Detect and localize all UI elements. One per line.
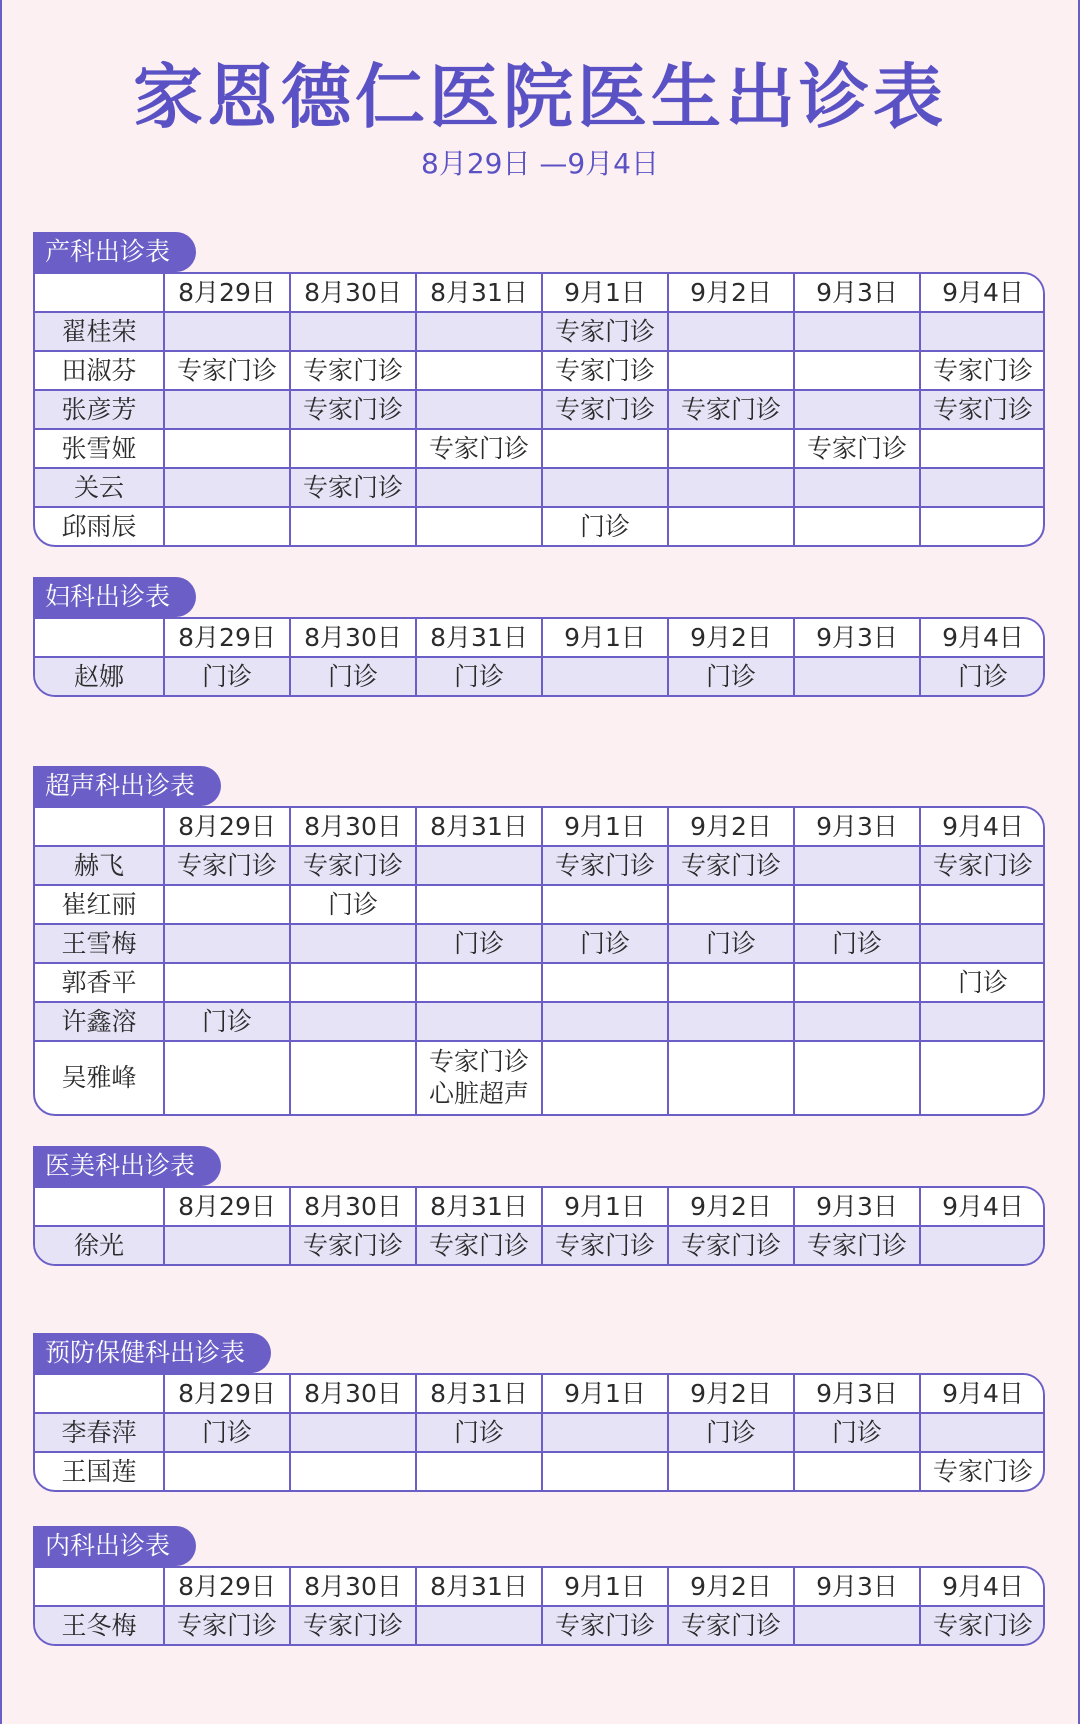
schedule-cell: 门诊 bbox=[289, 886, 415, 923]
table-header-row bbox=[35, 619, 1043, 656]
schedule-cell: 专家门诊 bbox=[541, 1607, 667, 1644]
schedule-cell bbox=[415, 352, 541, 389]
schedule-cell: 专家门诊 bbox=[667, 847, 793, 884]
date-header-cell: 8月31日 bbox=[415, 1188, 541, 1225]
date-header-cell: 8月31日 bbox=[415, 1568, 541, 1605]
table-row bbox=[35, 1605, 1043, 1644]
schedule-cell bbox=[793, 1042, 919, 1114]
schedule-cell: 专家门诊 bbox=[289, 847, 415, 884]
schedule-cell bbox=[793, 508, 919, 545]
schedule-cell: 专家门诊 bbox=[289, 469, 415, 506]
table-row bbox=[35, 1040, 1043, 1114]
page-title: 家恩德仁医院医生出诊表 bbox=[133, 56, 947, 138]
schedule-cell bbox=[163, 1042, 289, 1114]
date-header-cell: 9月3日 bbox=[793, 808, 919, 845]
schedule-cell: 专家门诊 bbox=[541, 1227, 667, 1264]
date-header-cell: 8月30日 bbox=[289, 808, 415, 845]
schedule-cell bbox=[415, 508, 541, 545]
schedule-cell bbox=[919, 886, 1045, 923]
schedule-cell bbox=[919, 1414, 1045, 1451]
schedule-cell bbox=[163, 469, 289, 506]
table-header-row bbox=[35, 1375, 1043, 1412]
schedule-cell: 专家门诊 bbox=[919, 391, 1045, 428]
schedule-cell: 门诊 bbox=[667, 1414, 793, 1451]
date-header-cell: 9月2日 bbox=[667, 808, 793, 845]
schedule-cell: 专家门诊 bbox=[289, 391, 415, 428]
doctor-name-cell: 张彦芳 bbox=[61, 394, 137, 424]
date-header-cell: 9月2日 bbox=[667, 1188, 793, 1225]
date-header-cell: 9月1日 bbox=[541, 274, 667, 311]
schedule-cell bbox=[793, 469, 919, 506]
schedule-cell bbox=[541, 1414, 667, 1451]
section-tab-label: 产科出诊表 bbox=[33, 232, 196, 272]
schedule-cell bbox=[919, 508, 1045, 545]
doctor-name-cell: 邱雨辰 bbox=[61, 511, 137, 541]
schedule-cell bbox=[793, 313, 919, 350]
schedule-cell: 门诊 bbox=[541, 508, 667, 545]
section-tab-label: 医美科出诊表 bbox=[33, 1146, 221, 1186]
date-header-cell: 9月3日 bbox=[793, 274, 919, 311]
date-header-cell: 9月1日 bbox=[541, 1375, 667, 1412]
schedule-cell bbox=[541, 1003, 667, 1040]
schedule-cell: 专家门诊 bbox=[163, 1607, 289, 1644]
schedule-cell bbox=[415, 1453, 541, 1490]
schedule-cell bbox=[667, 508, 793, 545]
table-row bbox=[35, 1001, 1043, 1040]
schedule-table bbox=[33, 1186, 1045, 1266]
date-header-cell: 8月31日 bbox=[415, 274, 541, 311]
header-corner-cell bbox=[35, 1568, 163, 1605]
date-header-cell: 9月4日 bbox=[919, 808, 1045, 845]
schedule-cell bbox=[793, 391, 919, 428]
schedule-cell bbox=[415, 469, 541, 506]
schedule-cell bbox=[667, 313, 793, 350]
schedule-table bbox=[33, 272, 1045, 547]
date-header-cell: 9月4日 bbox=[919, 274, 1045, 311]
schedule-cell bbox=[415, 313, 541, 350]
schedule-cell bbox=[289, 1003, 415, 1040]
schedule-cell bbox=[415, 391, 541, 428]
header-corner-cell bbox=[35, 1375, 163, 1412]
schedule-cell bbox=[163, 964, 289, 1001]
table-row bbox=[35, 962, 1043, 1001]
date-header-cell: 8月29日 bbox=[163, 1568, 289, 1605]
schedule-cell: 专家门诊 bbox=[163, 352, 289, 389]
schedule-cell: 专家门诊 bbox=[667, 1607, 793, 1644]
date-header-cell: 9月3日 bbox=[793, 1188, 919, 1225]
doctor-name-cell: 赵娜 bbox=[73, 661, 124, 691]
schedule-cell bbox=[667, 1003, 793, 1040]
schedule-cell bbox=[667, 430, 793, 467]
schedule-table bbox=[33, 1566, 1045, 1646]
schedule-cell bbox=[415, 964, 541, 1001]
table-row bbox=[35, 1451, 1043, 1490]
schedule-cell bbox=[793, 658, 919, 695]
schedule-cell bbox=[163, 430, 289, 467]
schedule-cell: 专家门诊 心脏超声 bbox=[415, 1042, 541, 1114]
table-row bbox=[35, 923, 1043, 962]
schedule-cell bbox=[541, 469, 667, 506]
schedule-cell: 专家门诊 bbox=[919, 1453, 1045, 1490]
schedule-cell: 专家门诊 bbox=[667, 1227, 793, 1264]
schedule-cell bbox=[793, 886, 919, 923]
date-header-cell: 8月30日 bbox=[289, 274, 415, 311]
doctor-name-cell: 王雪梅 bbox=[61, 928, 137, 958]
schedule-cell: 门诊 bbox=[541, 925, 667, 962]
schedule-cell bbox=[415, 847, 541, 884]
schedule-cell bbox=[541, 658, 667, 695]
schedule-cell bbox=[919, 1003, 1045, 1040]
doctor-name-cell: 张雪娅 bbox=[61, 433, 137, 463]
doctor-name-cell: 田淑芬 bbox=[61, 355, 137, 385]
date-header-cell: 8月30日 bbox=[289, 1375, 415, 1412]
table-row bbox=[35, 467, 1043, 506]
schedule-cell bbox=[793, 964, 919, 1001]
schedule-cell: 专家门诊 bbox=[793, 430, 919, 467]
doctor-name-cell: 吴雅峰 bbox=[61, 1063, 137, 1092]
doctor-name-cell: 徐光 bbox=[73, 1230, 124, 1260]
table-header-row bbox=[35, 274, 1043, 311]
doctor-name-cell: 王国莲 bbox=[61, 1456, 137, 1486]
schedule-cell: 专家门诊 bbox=[415, 1227, 541, 1264]
schedule-cell bbox=[163, 1453, 289, 1490]
date-header-cell: 9月2日 bbox=[667, 1375, 793, 1412]
schedule-cell bbox=[541, 1453, 667, 1490]
schedule-cell: 专家门诊 bbox=[919, 352, 1045, 389]
date-header-cell: 9月2日 bbox=[667, 274, 793, 311]
schedule-cell bbox=[541, 886, 667, 923]
schedule-cell: 门诊 bbox=[415, 925, 541, 962]
table-row bbox=[35, 1225, 1043, 1264]
schedule-cell bbox=[667, 469, 793, 506]
section-tab-label: 超声科出诊表 bbox=[33, 766, 221, 806]
schedule-cell: 专家门诊 bbox=[541, 391, 667, 428]
schedule-cell: 门诊 bbox=[667, 658, 793, 695]
schedule-cell: 专家门诊 bbox=[793, 1227, 919, 1264]
date-header-cell: 9月2日 bbox=[667, 1568, 793, 1605]
table-row bbox=[35, 1412, 1043, 1451]
date-header-cell: 8月29日 bbox=[163, 1188, 289, 1225]
date-header-cell: 8月29日 bbox=[163, 274, 289, 311]
schedule-cell: 门诊 bbox=[793, 925, 919, 962]
schedule-cell bbox=[289, 964, 415, 1001]
schedule-cell bbox=[163, 391, 289, 428]
table-row bbox=[35, 311, 1043, 350]
schedule-cell: 专家门诊 bbox=[667, 391, 793, 428]
schedule-cell bbox=[289, 1453, 415, 1490]
schedule-cell: 门诊 bbox=[793, 1414, 919, 1451]
schedule-table bbox=[33, 1373, 1045, 1492]
schedule-cell: 门诊 bbox=[163, 1414, 289, 1451]
schedule-cell bbox=[919, 430, 1045, 467]
date-header-cell: 9月1日 bbox=[541, 1188, 667, 1225]
date-header-cell: 9月4日 bbox=[919, 1375, 1045, 1412]
schedule-cell: 门诊 bbox=[415, 1414, 541, 1451]
table-row bbox=[35, 389, 1043, 428]
schedule-cell bbox=[289, 508, 415, 545]
schedule-cell bbox=[289, 925, 415, 962]
schedule-cell: 专家门诊 bbox=[163, 847, 289, 884]
schedule-cell: 专家门诊 bbox=[919, 1607, 1045, 1644]
schedule-cell: 专家门诊 bbox=[415, 430, 541, 467]
date-header-cell: 9月3日 bbox=[793, 1375, 919, 1412]
schedule-cell bbox=[793, 1003, 919, 1040]
date-header-cell: 8月29日 bbox=[163, 1375, 289, 1412]
table-header-row bbox=[35, 808, 1043, 845]
date-header-cell: 9月3日 bbox=[793, 1568, 919, 1605]
schedule-table bbox=[33, 806, 1045, 1116]
doctor-name-cell: 王冬梅 bbox=[61, 1610, 137, 1640]
date-header-cell: 9月1日 bbox=[541, 619, 667, 656]
date-header-cell: 9月4日 bbox=[919, 1568, 1045, 1605]
schedule-cell bbox=[415, 1607, 541, 1644]
date-header-cell: 9月4日 bbox=[919, 619, 1045, 656]
table-row bbox=[35, 506, 1043, 545]
schedule-cell: 门诊 bbox=[919, 964, 1045, 1001]
schedule-cell bbox=[541, 964, 667, 1001]
doctor-name-cell: 许鑫溶 bbox=[61, 1006, 137, 1036]
schedule-cell: 专家门诊 bbox=[289, 352, 415, 389]
schedule-cell bbox=[793, 352, 919, 389]
schedule-cell bbox=[415, 1003, 541, 1040]
schedule-cell bbox=[919, 925, 1045, 962]
date-header-cell: 9月4日 bbox=[919, 1188, 1045, 1225]
schedule-cell bbox=[415, 886, 541, 923]
schedule-cell bbox=[541, 1042, 667, 1114]
schedule-cell bbox=[163, 925, 289, 962]
date-header-cell: 9月1日 bbox=[541, 1568, 667, 1605]
table-row bbox=[35, 656, 1043, 695]
schedule-cell: 专家门诊 bbox=[289, 1227, 415, 1264]
schedule-cell bbox=[163, 313, 289, 350]
section-tab-label: 妇科出诊表 bbox=[33, 577, 196, 617]
schedule-cell bbox=[667, 964, 793, 1001]
date-header-cell: 8月31日 bbox=[415, 619, 541, 656]
schedule-cell bbox=[163, 886, 289, 923]
schedule-cell bbox=[289, 313, 415, 350]
schedule-cell: 门诊 bbox=[289, 658, 415, 695]
section-tab-label: 内科出诊表 bbox=[33, 1526, 196, 1566]
schedule-cell bbox=[289, 1414, 415, 1451]
doctor-name-cell: 崔红丽 bbox=[61, 889, 137, 919]
schedule-cell: 专家门诊 bbox=[541, 313, 667, 350]
schedule-cell: 专家门诊 bbox=[919, 847, 1045, 884]
schedule-cell bbox=[793, 847, 919, 884]
header-corner-cell bbox=[35, 619, 163, 656]
date-header-cell: 9月3日 bbox=[793, 619, 919, 656]
schedule-cell: 专家门诊 bbox=[289, 1607, 415, 1644]
table-header-row bbox=[35, 1568, 1043, 1605]
schedule-cell bbox=[793, 1453, 919, 1490]
table-header-row bbox=[35, 1188, 1043, 1225]
schedule-cell bbox=[289, 430, 415, 467]
date-header-cell: 8月29日 bbox=[163, 619, 289, 656]
schedule-cell: 专家门诊 bbox=[541, 847, 667, 884]
schedule-cell bbox=[919, 313, 1045, 350]
schedule-cell: 专家门诊 bbox=[541, 352, 667, 389]
schedule-cell: 门诊 bbox=[163, 1003, 289, 1040]
table-row bbox=[35, 845, 1043, 884]
doctor-name-cell: 关云 bbox=[73, 472, 124, 502]
table-row bbox=[35, 350, 1043, 389]
schedule-cell: 门诊 bbox=[919, 658, 1045, 695]
date-header-cell: 9月2日 bbox=[667, 619, 793, 656]
date-header-cell: 9月1日 bbox=[541, 808, 667, 845]
doctor-name-cell: 李春萍 bbox=[61, 1417, 137, 1447]
doctor-name-cell: 翟桂荣 bbox=[61, 316, 137, 346]
doctor-name-cell: 郭香平 bbox=[61, 967, 137, 997]
schedule-cell bbox=[667, 1042, 793, 1114]
table-row bbox=[35, 428, 1043, 467]
schedule-cell: 门诊 bbox=[163, 658, 289, 695]
schedule-cell bbox=[919, 469, 1045, 506]
schedule-cell bbox=[163, 508, 289, 545]
schedule-cell: 门诊 bbox=[415, 658, 541, 695]
schedule-cell: 门诊 bbox=[667, 925, 793, 962]
schedule-cell bbox=[667, 1453, 793, 1490]
date-header-cell: 8月30日 bbox=[289, 1188, 415, 1225]
section-tab-label: 预防保健科出诊表 bbox=[33, 1333, 271, 1373]
date-range-subtitle: 8月29日 —9月4日 bbox=[421, 147, 659, 180]
table-row bbox=[35, 884, 1043, 923]
header-corner-cell bbox=[35, 808, 163, 845]
schedule-cell bbox=[289, 1042, 415, 1114]
schedule-cell bbox=[793, 1607, 919, 1644]
date-header-cell: 8月31日 bbox=[415, 1375, 541, 1412]
date-header-cell: 8月29日 bbox=[163, 808, 289, 845]
date-header-cell: 8月31日 bbox=[415, 808, 541, 845]
date-header-cell: 8月30日 bbox=[289, 1568, 415, 1605]
schedule-cell bbox=[919, 1042, 1045, 1114]
doctor-name-cell: 赫飞 bbox=[73, 850, 124, 880]
date-header-cell: 8月30日 bbox=[289, 619, 415, 656]
header-corner-cell bbox=[35, 274, 163, 311]
schedule-cell bbox=[667, 886, 793, 923]
schedule-cell bbox=[541, 430, 667, 467]
schedule-table bbox=[33, 617, 1045, 697]
schedule-cell bbox=[163, 1227, 289, 1264]
schedule-cell bbox=[919, 1227, 1045, 1264]
schedule-cell bbox=[667, 352, 793, 389]
header-corner-cell bbox=[35, 1188, 163, 1225]
